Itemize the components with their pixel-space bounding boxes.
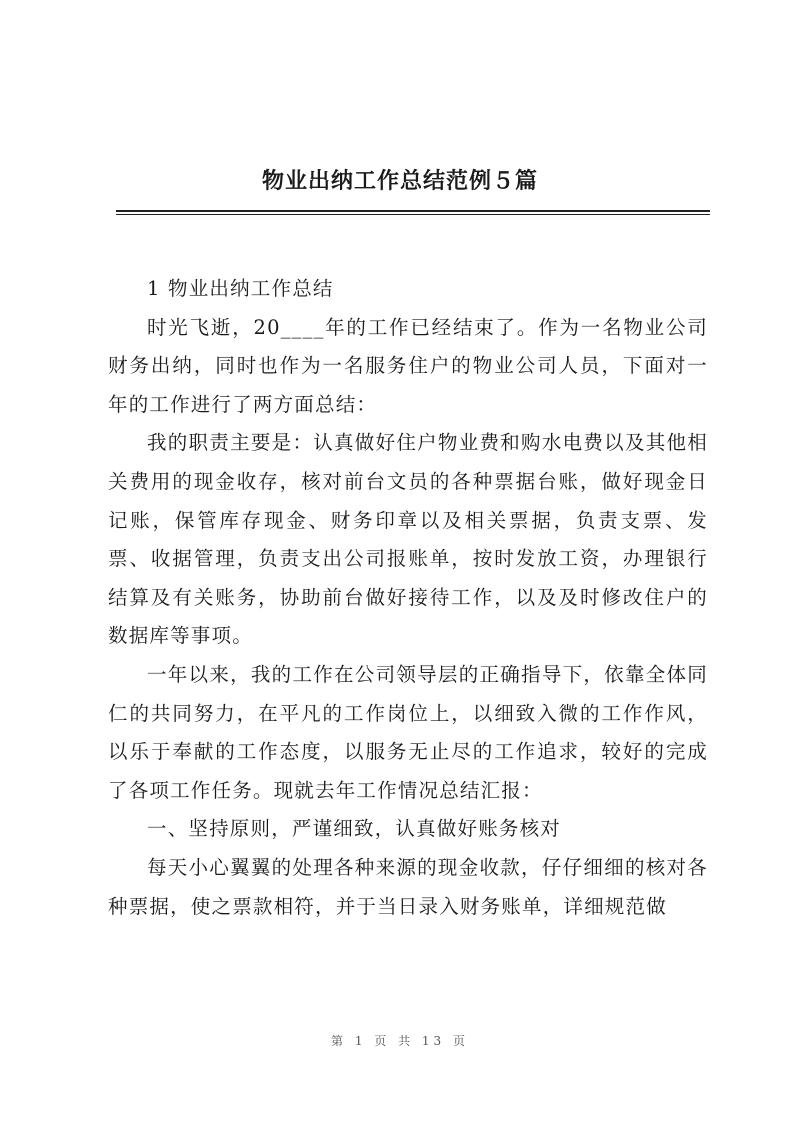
paragraph: 时光飞逝，20____年的工作已经结束了。作为一名物业公司财务出纳，同时也作为一名服务住户的物业公司人员，下面对一年的工作进行了两方面总结： — [108, 315, 708, 416]
document-body — [108, 270, 708, 926]
section-heading: 一、坚持原则，严谨细致，认真做好账务核对 — [147, 817, 562, 841]
paragraph: 一年以来，我的工作在公司领导层的正确指导下，依靠全体同仁的共同努力，在平凡的工作岗位上，以细致入微的工作作风，以乐于奉献的工作态度，以服务无止尽的工作追求，较好的完成了各项工作任务。现就去年工作情况总结汇报： — [108, 662, 708, 802]
document-title: 物业出纳工作总结范例５篇 — [261, 169, 538, 194]
page-footer: 第 1 页 共 13 页 — [331, 1034, 469, 1048]
paragraph: 我的职责主要是：认真做好住户物业费和购水电费以及其他相关费用的现金收存，核对前台文员的各种票据台账，做好现金日记账，保管库存现金、财务印章以及相关票据，负责支票、发票、收据管理，负责支出公司报账单，按时发放工资，办理银行结算及有关账务，协助前台做好接待工作，以及及时修改住户的数据库等事项。 — [108, 431, 708, 648]
paragraph: 每天小心翼翼的处理各种来源的现金收款，仔仔细细的核对各种票据，使之票款相符，并于当日录入财务账单，详细规范做 — [108, 855, 708, 918]
section-heading: 1 物业出纳工作总结 — [147, 277, 334, 300]
title-divider — [116, 210, 710, 215]
